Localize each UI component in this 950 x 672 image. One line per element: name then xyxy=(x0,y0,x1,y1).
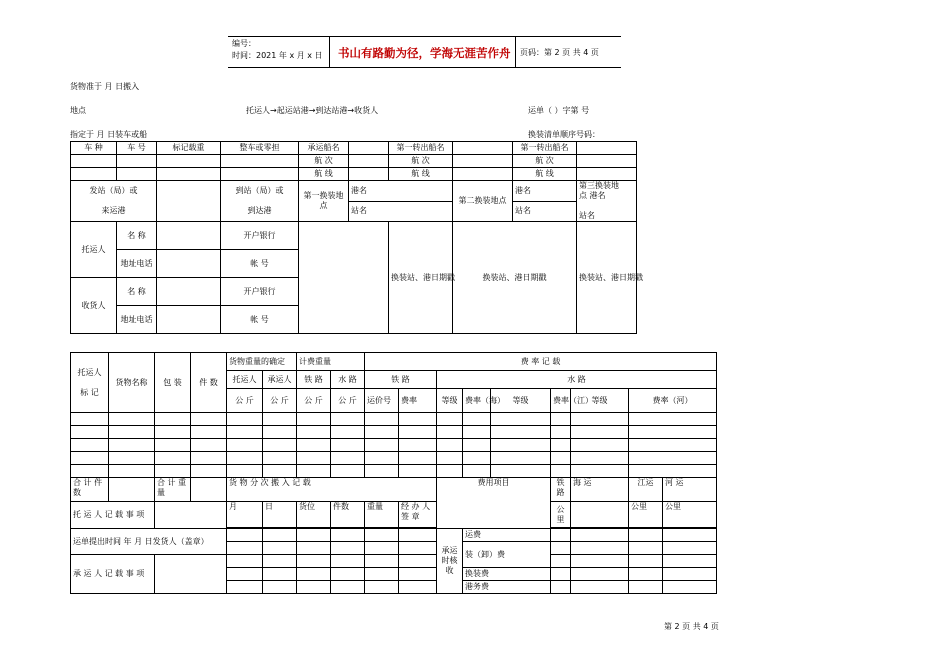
second-transfer-ship: 第一转出船名 xyxy=(513,142,577,155)
kg-unit: 公 斤 xyxy=(227,389,263,413)
place-label: 地点 xyxy=(70,106,86,115)
km-unit: 公里 xyxy=(663,502,717,528)
transfer-date-stamp-2: 换装站、港日期戳 xyxy=(453,222,577,334)
document-header xyxy=(228,36,621,68)
shipper-col: 托运人 xyxy=(227,371,263,389)
rate-stream-header: 费率（河） xyxy=(629,389,717,413)
submit-time-label: 运单提出时间 年 月 日发货人（盖章） xyxy=(71,529,227,555)
footer-page-number: 第 2 页 共 4 页 xyxy=(664,622,719,631)
sea-col: 海 运 xyxy=(571,478,629,502)
shipment-info-table xyxy=(70,141,643,334)
account-label: 帐 号 xyxy=(221,250,299,278)
river-col: 江运 xyxy=(629,478,663,502)
km-unit: 公里 xyxy=(629,502,663,528)
motto-text: 书山有路勤为径，学海无涯苦作舟 xyxy=(338,46,511,60)
transfer-point-1: 第一换装地点 xyxy=(299,181,349,222)
month-header: 月 xyxy=(227,502,263,528)
stream-col: 河 运 xyxy=(663,478,717,502)
shipper-label: 托运人 xyxy=(71,222,117,278)
rate-river-header: 费率（江） xyxy=(551,389,571,413)
mark-load-header: 标记载重 xyxy=(157,142,221,155)
km-unit: 公里 xyxy=(551,502,571,528)
page-label: 页码：第 2 页 共 4 页 xyxy=(520,48,599,57)
total-weight-label: 合 计 重 量 xyxy=(155,478,191,502)
day-header: 日 xyxy=(263,502,297,528)
rail-rate-header: 铁 路 xyxy=(365,371,437,389)
packing-header: 包 装 xyxy=(155,353,191,413)
rail-short-col: 铁路 xyxy=(551,478,571,502)
car-type-header: 车 种 xyxy=(71,142,117,155)
transfer-date-stamp-1: 换装站、港日期戳 xyxy=(389,222,453,334)
list-number-label: 换装清单顺序号码： xyxy=(528,130,600,139)
waybill-number: 运单（ ）字第 号 xyxy=(528,106,590,115)
weight-confirm-header: 货物重量的确定 xyxy=(227,353,297,371)
to-station-cell: 到站（局）或 到达港 xyxy=(221,181,299,222)
grade-header: 等级 xyxy=(437,389,463,413)
handler-sign-header: 经 办 人 签 章 xyxy=(399,502,437,528)
address-phone-label: 地址电话 xyxy=(117,306,157,334)
cargo-position-header: 货位 xyxy=(297,502,331,528)
station-name-label: 站名 xyxy=(513,201,577,222)
name-label: 名 称 xyxy=(117,278,157,306)
kg-unit: 公 斤 xyxy=(331,389,365,413)
account-label: 帐 号 xyxy=(221,306,299,334)
port-fee-label: 港务费 xyxy=(463,581,551,594)
kg-unit: 公 斤 xyxy=(297,389,331,413)
pieces-header: 件 数 xyxy=(191,353,227,413)
shipper-mark-header: 托运人 标 记 xyxy=(71,353,109,413)
carrier-col: 承运人 xyxy=(263,371,297,389)
goods-name-header: 货物名称 xyxy=(109,353,155,413)
whole-or-part-header: 整车或零担 xyxy=(221,142,299,155)
waterway-rate-header: 水 路 xyxy=(437,371,717,389)
carrier-notes-label: 承 运 人 记 载 事 项 xyxy=(71,555,155,594)
voyage-label: 航 次 xyxy=(513,155,577,168)
cargo-fee-table xyxy=(70,352,717,594)
grade-header: 等级 xyxy=(571,389,629,413)
route-line: 托运人→起运站港→到达站港→收货人 xyxy=(246,106,379,115)
approval-line: 货物准于 月 日搬入 xyxy=(70,82,140,91)
loading-fee-label: 装（卸）费 xyxy=(463,542,551,568)
consignee-label: 收货人 xyxy=(71,278,117,334)
port-name-label: 港名 xyxy=(349,181,453,202)
count-header: 件数 xyxy=(331,502,365,528)
shipper-notes-label: 托 运 人 记 载 事 项 xyxy=(71,502,155,529)
voyage-label: 航 次 xyxy=(389,155,453,168)
carrier-check-label: 承运时核收 xyxy=(437,529,463,594)
port-name-label: 港名 xyxy=(513,181,577,202)
route-label: 航 线 xyxy=(299,168,349,181)
transfer-point-3-cell: 第三换装地点 港名 站名 xyxy=(577,181,637,222)
batch-record-header: 货 物 分 次 搬 入 记 载 xyxy=(227,478,437,502)
bank-label: 开户银行 xyxy=(221,278,299,306)
freight-label: 运费 xyxy=(463,529,551,542)
charged-weight-header: 计费重量 xyxy=(297,353,365,371)
from-station-cell: 发站（局）或 来运港 xyxy=(71,181,157,222)
freight-no-header: 运价号 xyxy=(365,389,399,413)
weight-header: 重量 xyxy=(365,502,399,528)
rate-record-header: 费 率 记 载 xyxy=(365,353,717,371)
number-label: 编号： xyxy=(232,39,256,48)
bank-label: 开户银行 xyxy=(221,222,299,250)
grade-header: 等级 xyxy=(491,389,551,413)
rail-col: 铁 路 xyxy=(297,371,331,389)
route-label: 航 线 xyxy=(389,168,453,181)
car-number-header: 车 号 xyxy=(117,142,157,155)
voyage-label: 航 次 xyxy=(299,155,349,168)
total-pieces-label: 合 计 件 数 xyxy=(71,478,109,502)
station-name-label: 站名 xyxy=(349,201,453,222)
rate-header: 费率 xyxy=(399,389,437,413)
route-label: 航 线 xyxy=(513,168,577,181)
time-label: 时间：2021 年 x 月 x 日 xyxy=(232,51,323,60)
rate-sea-header: 费率（海） xyxy=(463,389,491,413)
name-label: 名 称 xyxy=(117,222,157,250)
address-phone-label: 地址电话 xyxy=(117,250,157,278)
transfer-point-2: 第二换装地点 xyxy=(453,181,513,222)
kg-unit: 公 斤 xyxy=(263,389,297,413)
transfer-date-stamp-3: 换装站、港日期戳 xyxy=(577,222,637,334)
transfer-fee-label: 换装费 xyxy=(463,568,551,581)
loading-date-line: 指定于 月 日装车或船 xyxy=(70,130,148,139)
fee-items-header: 费用项目 xyxy=(437,478,551,529)
first-transfer-ship: 第一转出船名 xyxy=(389,142,453,155)
carrier-ship-name: 承运船名 xyxy=(299,142,349,155)
water-col: 水 路 xyxy=(331,371,365,389)
